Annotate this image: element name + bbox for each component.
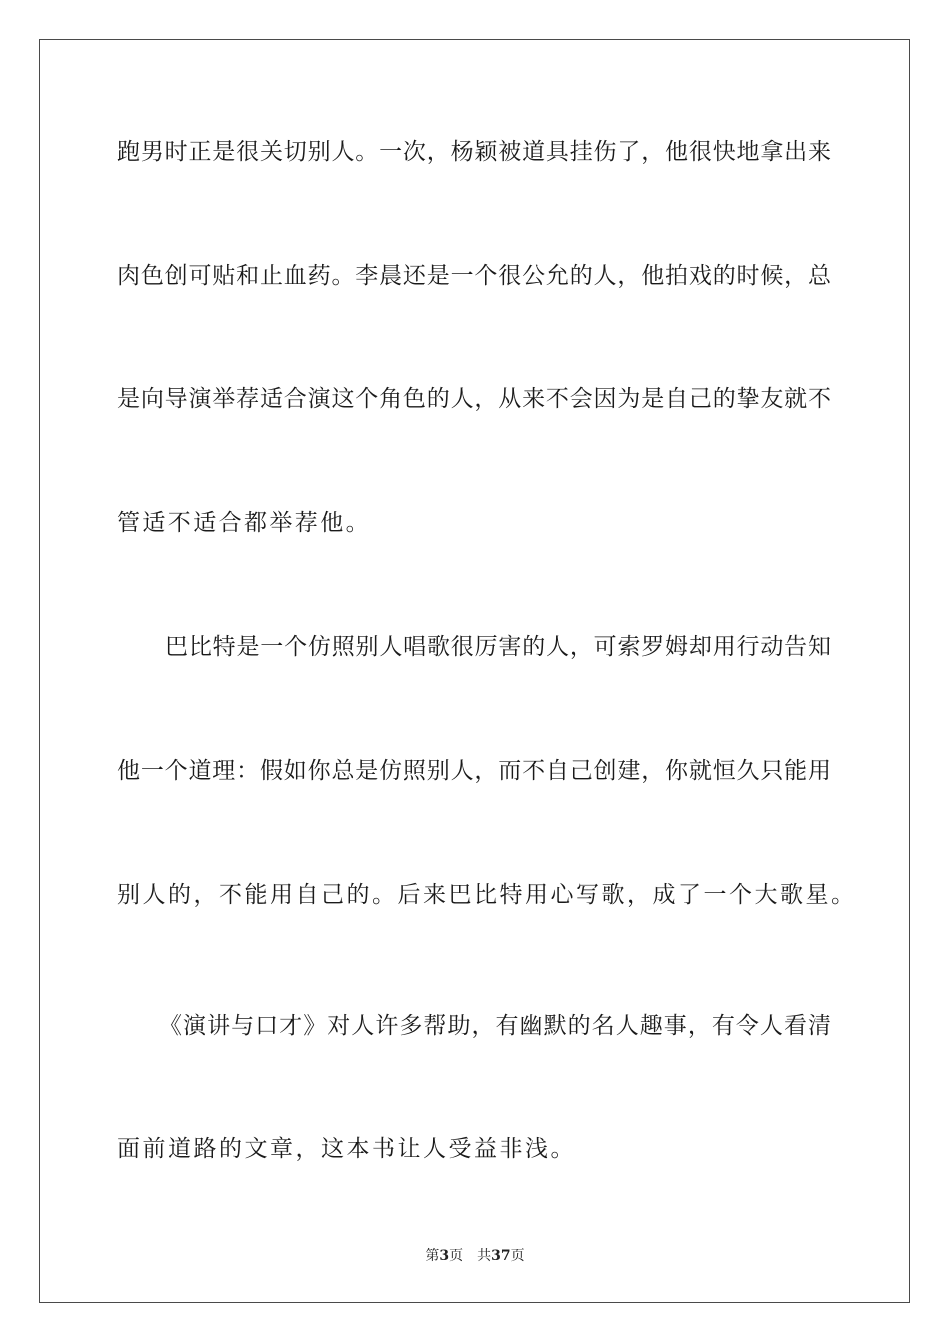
paragraph-line: 是向导演举荐适合演这个角色的人，从来不会因为是自己的挚友就不 [117, 386, 831, 412]
paragraph-line: 肉色创可贴和止血药。李晨还是一个很公允的人，他拍戏的时候，总 [117, 263, 831, 289]
paragraph-line: 管适不适合都举荐他。 [117, 510, 371, 536]
total-pages: 37 [491, 1248, 511, 1264]
paragraph-line: 《演讲与口才》对人许多帮助，有幽默的名人趣事，有令人看清 [159, 1013, 831, 1039]
page-border [39, 39, 910, 1303]
total-prefix: 共 [477, 1248, 492, 1264]
paragraph-line: 跑男时正是很关切别人。一次，杨颖被道具挂伤了，他很快地拿出来 [117, 139, 831, 165]
page-footer [0, 1245, 950, 1265]
total-suffix: 页 [510, 1248, 525, 1264]
paragraph-line: 他一个道理：假如你总是仿照别人，而不自己创建，你就恒久只能用 [117, 758, 831, 784]
paragraph-line: 别人的，不能用自己的。后来巴比特用心写歌，成了一个大歌星。 [117, 882, 857, 908]
page-number: 3 [439, 1248, 450, 1264]
paragraph-line: 面前道路的文章，这本书让人受益非浅。 [117, 1136, 576, 1162]
paragraph-line: 巴比特是一个仿照别人唱歌很厉害的人，可索罗姆却用行动告知 [165, 634, 831, 660]
page-prefix: 第 [425, 1248, 440, 1264]
page-suffix: 页 [449, 1248, 464, 1264]
